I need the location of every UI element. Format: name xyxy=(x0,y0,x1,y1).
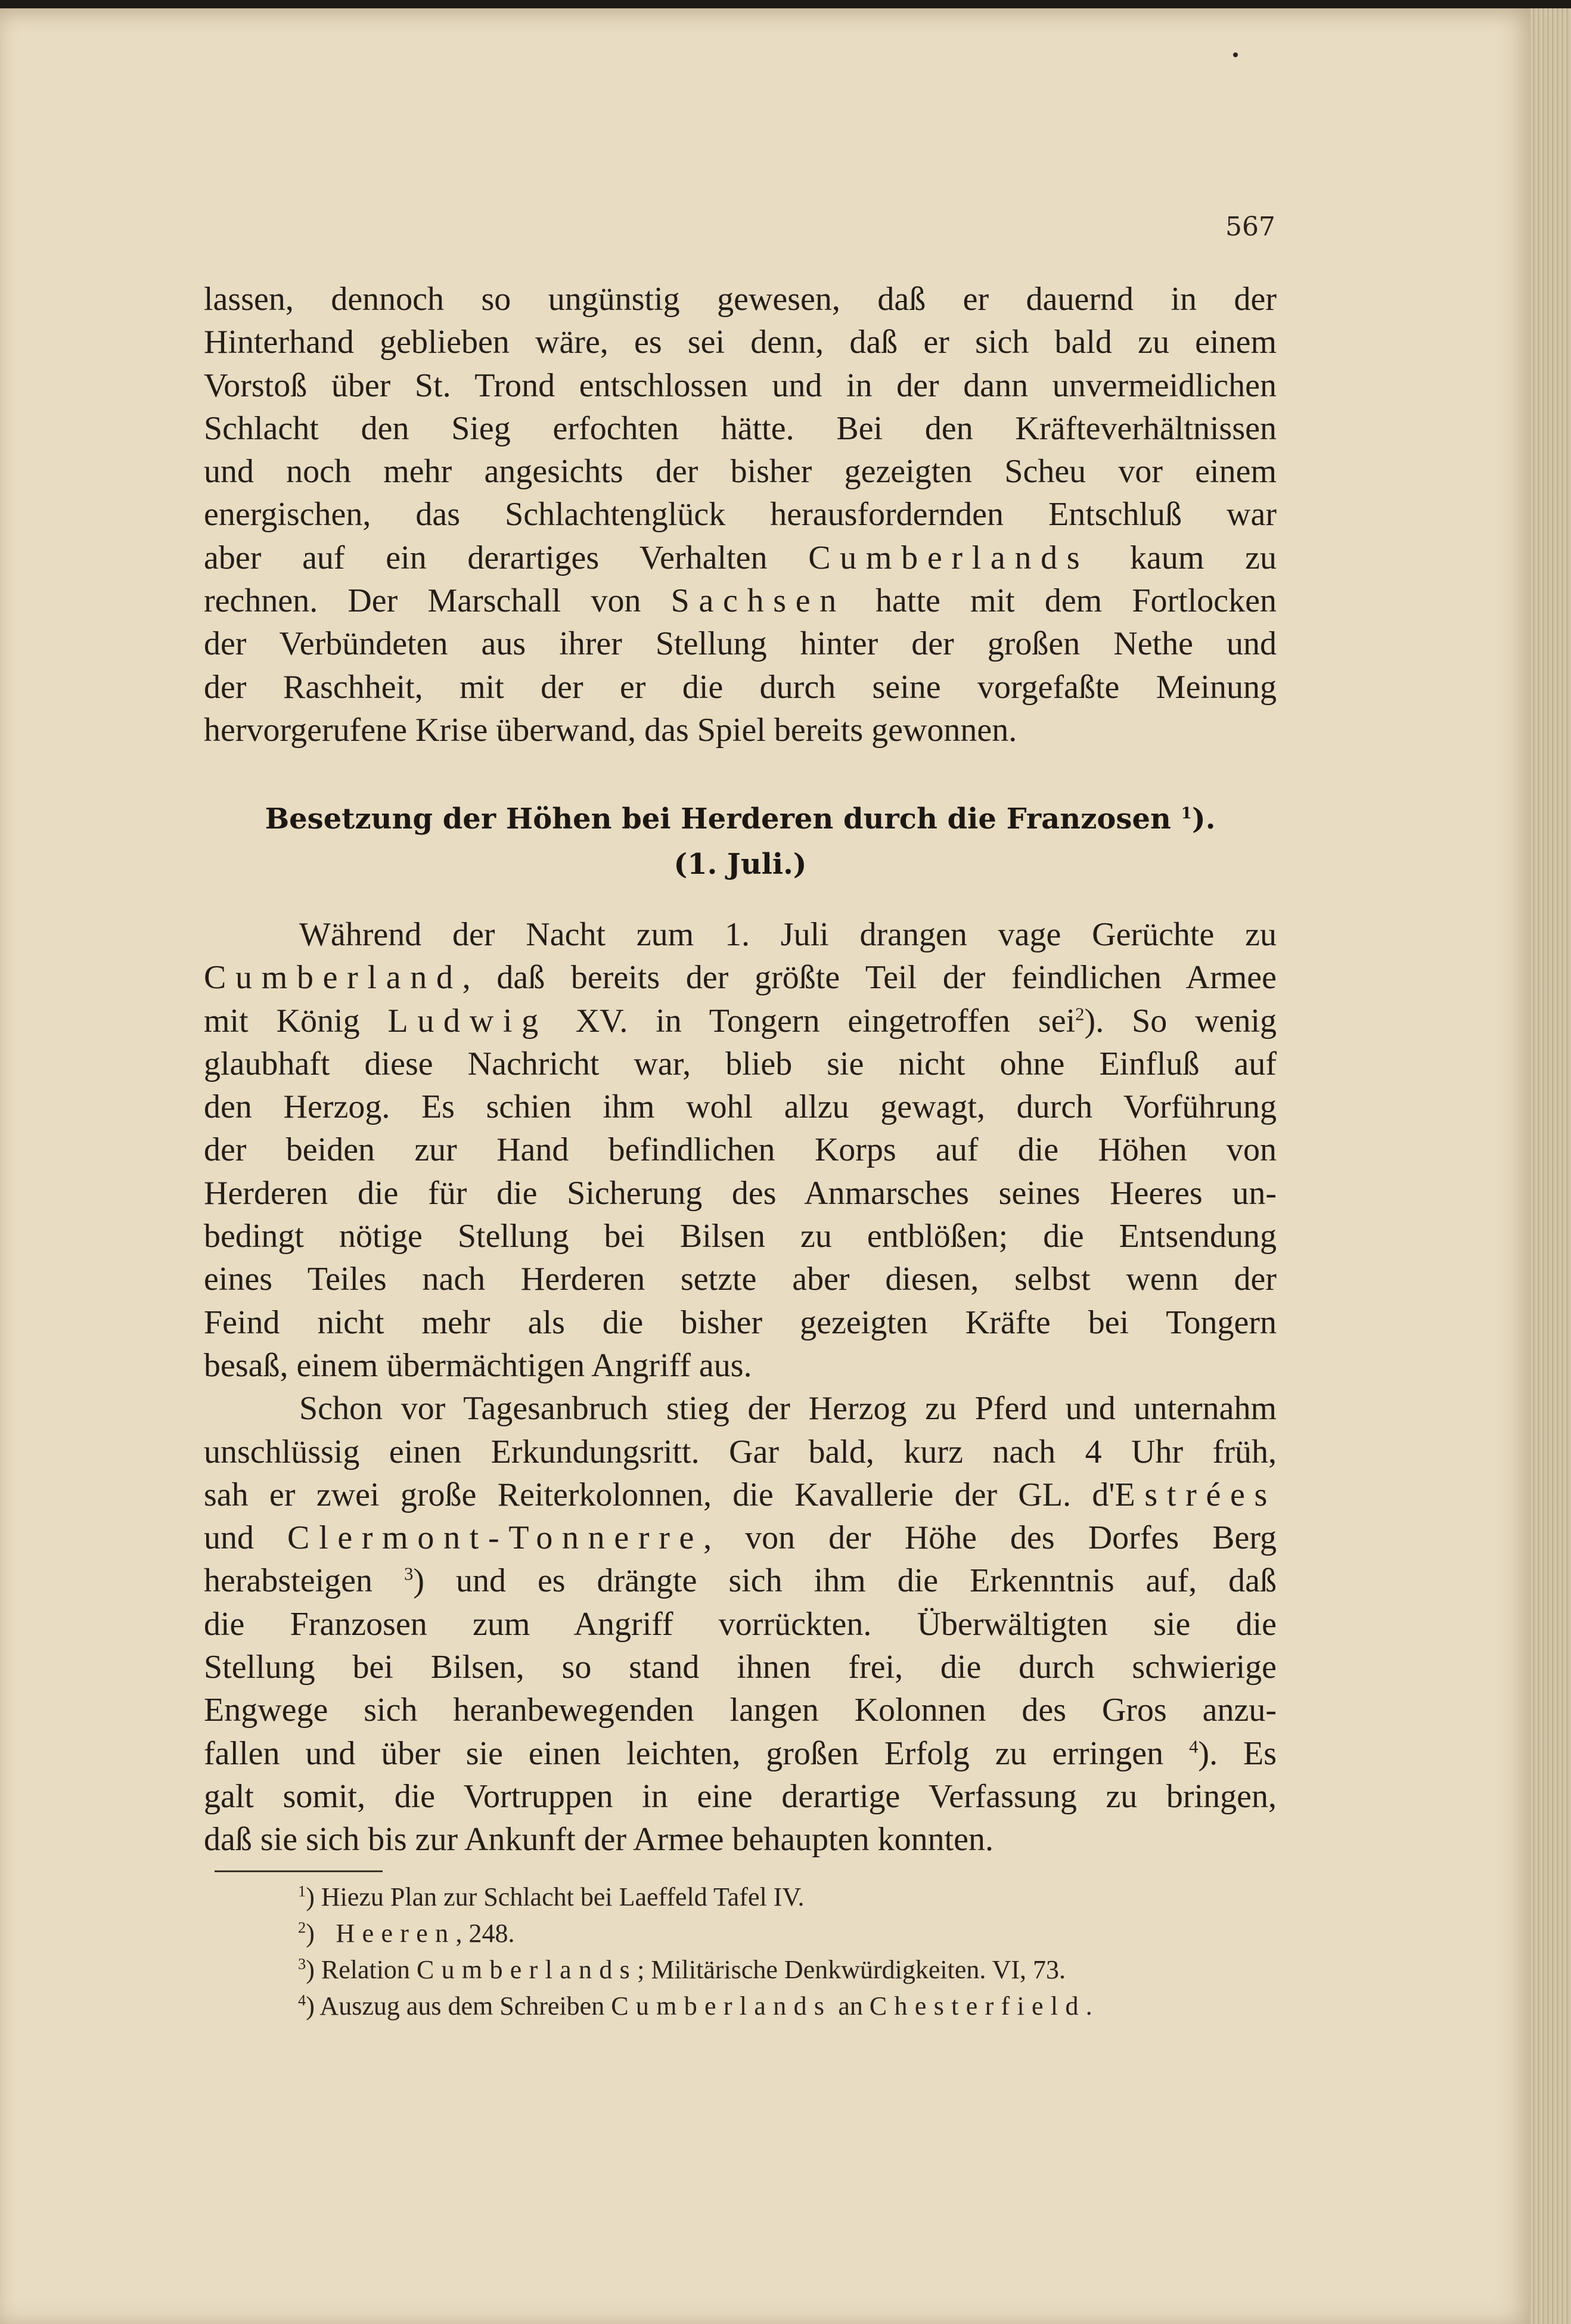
spaced-name: Estrées xyxy=(1114,1476,1277,1513)
spaced-name: Cumberlands xyxy=(416,1955,638,1984)
text-line: Vorstoß über St. Trond entschlossen und in der dann unvermeidlichen xyxy=(204,367,1277,404)
top-edge xyxy=(0,0,1571,8)
text-line: der Raschheit, mit der er die durch seine vorgefaßte Meinung xyxy=(204,668,1277,706)
footnote-ref: 3 xyxy=(403,1563,414,1584)
footnote-3 xyxy=(298,1951,1287,1988)
footnote-text: an xyxy=(838,1991,863,2021)
text-line: Feind nicht mehr als die bisher gezeigten Kräfte bei Tongern xyxy=(204,1304,1277,1341)
footnote-text: . xyxy=(1085,1991,1092,2021)
text-line xyxy=(204,579,1277,622)
text-line: glaubhaft diese Nachricht war, blieb sie nicht ohne Einfluß auf xyxy=(204,1045,1277,1082)
paragraph-1 xyxy=(204,278,1277,752)
section-subheading: (1. Juli.) xyxy=(673,848,807,881)
footnote-ref: 4 xyxy=(1189,1736,1199,1757)
footnote-text: , 248. xyxy=(455,1919,515,1948)
text-run: und xyxy=(204,1519,254,1557)
spaced-name: Sachsen xyxy=(670,582,846,620)
text-run: hatte mit dem Fortlocken xyxy=(875,582,1277,620)
text-line: der beiden zur Hand befindlichen Korps auf die Höhen von xyxy=(204,1131,1277,1169)
text-line: Während der Nacht zum 1. Juli drangen vage Gerüchte zu xyxy=(299,916,1277,953)
paragraph-2 xyxy=(204,913,1277,1861)
text-line: lassen, dennoch so ungünstig gewesen, daß er dauernd in der xyxy=(204,281,1277,318)
text-run: ) und es drängte sich ihm die Erkenntnis auf, daß xyxy=(413,1562,1277,1600)
text-line: Schon vor Tagesanbruch stieg der Herzog zu Pferd und unternahm xyxy=(299,1390,1277,1428)
text-line xyxy=(204,1000,1277,1042)
footnote-ref: 2 xyxy=(1075,1003,1085,1024)
text-line: Schlacht den Sieg erfochten hätte. Bei den Kräfteverhältnissen xyxy=(204,409,1277,447)
text-line: und noch mehr angesichts der bisher gezeigten Scheu vor einem xyxy=(204,453,1277,491)
footnote-1 xyxy=(298,1879,1287,1915)
text-run: sah er zwei große Reiterkolonnen, die Kavallerie der GL. d' xyxy=(204,1476,1115,1513)
text-line: den Herzog. Es schien ihm wohl allzu gewagt, durch Vorführung xyxy=(204,1088,1277,1126)
footnote-number: 1 xyxy=(298,1882,306,1900)
text-line: hervorgerufene Krise überwand, das Spiel bereits gewonnen. xyxy=(204,711,1017,749)
text-run: , daß bereits der größte Teil der feindlichen Armee xyxy=(462,959,1277,997)
footnote-number: 4 xyxy=(298,1991,306,2009)
footnote-text: ) Relation xyxy=(306,1955,410,1984)
heading-text: Besetzung der Höhen bei Herderen durch die Franzosen xyxy=(265,802,1171,836)
text-line xyxy=(204,1473,1277,1516)
text-line: Stellung bei Bilsen, so stand ihnen frei, die durch schwierige xyxy=(204,1649,1277,1686)
text-line: Engwege sich heranbewegenden langen Kolonnen des Gros anzu- xyxy=(204,1692,1277,1729)
text-line: galt somit, die Vortruppen in eine derartige Verfassung zu bringen, xyxy=(204,1777,1277,1815)
footnote-2 xyxy=(298,1915,1287,1951)
text-line: besaß, einem übermächtigen Angriff aus. xyxy=(204,1346,752,1384)
text-run: XV. in Tongern eingetroffen sei xyxy=(575,1002,1076,1040)
spaced-name: Cumberlands xyxy=(808,539,1089,576)
footnote-number: 2 xyxy=(298,1918,306,1937)
text-line: Hinterhand geblieben wäre, es sei denn, daß er sich bald zu einem xyxy=(204,324,1277,361)
spaced-name: ) Heeren xyxy=(306,1919,456,1948)
spaced-name: Cumberland xyxy=(204,959,462,997)
text-line: unschlüssig einen Erkundungsritt. Gar bald, kurz nach 4 Uhr früh, xyxy=(204,1433,1277,1470)
footnote-number: 3 xyxy=(298,1954,306,1973)
text-line xyxy=(204,956,1277,999)
text-line: energischen, das Schlachtenglück herausfordernden Entschluß war xyxy=(204,496,1277,533)
spaced-name: Cumberlands xyxy=(611,1991,832,2021)
footnote-divider xyxy=(215,1870,383,1872)
text-line xyxy=(204,1559,1277,1602)
text-run: herabsteigen xyxy=(204,1562,372,1600)
page-stack-edge xyxy=(1530,8,1571,2324)
heading-punct: ). xyxy=(1192,802,1216,836)
text-run: fallen und über sie einen leichten, großen Erfolg zu erringen xyxy=(204,1735,1164,1772)
footnote-text: ) Hiezu Plan zur Schlacht bei Laeffeld Tafel IV. xyxy=(306,1882,805,1912)
text-run: mit König xyxy=(204,1002,360,1040)
spaced-name: Ludwig xyxy=(387,1002,548,1040)
text-run: rechnen. Der Marschall von xyxy=(204,582,641,620)
spaced-name: Clermont-Tonnerre xyxy=(287,1519,704,1557)
text-run: ). So wenig xyxy=(1084,1002,1277,1040)
ink-dot xyxy=(1233,52,1238,57)
spaced-name: Chesterfield xyxy=(869,1991,1086,2021)
text-run: kaum zu xyxy=(1130,539,1277,576)
text-line: daß sie sich bis zur Ankunft der Armee behaupten konnten. xyxy=(204,1821,993,1858)
page-number: 567 xyxy=(1225,212,1275,242)
text-line: eines Teiles nach Herderen setzte aber diesen, selbst wenn der xyxy=(204,1261,1277,1298)
text-run: aber auf ein derartiges Verhalten xyxy=(204,539,768,576)
text-line xyxy=(204,1732,1277,1775)
footnote-ref: 1 xyxy=(1181,804,1192,823)
text-run: , von der Höhe des Dorfes Berg xyxy=(703,1519,1277,1557)
text-line: der Verbündeten aus ihrer Stellung hinter der großen Nethe und xyxy=(204,625,1277,663)
footnote-text: ; Militärische Denkwürdigkeiten. VI, 73. xyxy=(637,1955,1066,1984)
text-line: bedingt nötige Stellung bei Bilsen zu entblößen; die Entsendung xyxy=(204,1218,1277,1255)
text-run: ). Es xyxy=(1198,1735,1277,1772)
footnote-text: ) Auszug aus dem Schreiben xyxy=(306,1991,605,2021)
footnote-4 xyxy=(298,1988,1287,2024)
text-line xyxy=(204,536,1277,579)
text-line xyxy=(204,1516,1277,1559)
section-heading xyxy=(204,802,1277,836)
text-line: Herderen die für die Sicherung des Anmarsches seines Heeres un- xyxy=(204,1174,1277,1212)
footnotes xyxy=(298,1879,1287,2024)
text-line: die Franzosen zum Angriff vorrückten. Überwältigten sie die xyxy=(204,1605,1277,1643)
